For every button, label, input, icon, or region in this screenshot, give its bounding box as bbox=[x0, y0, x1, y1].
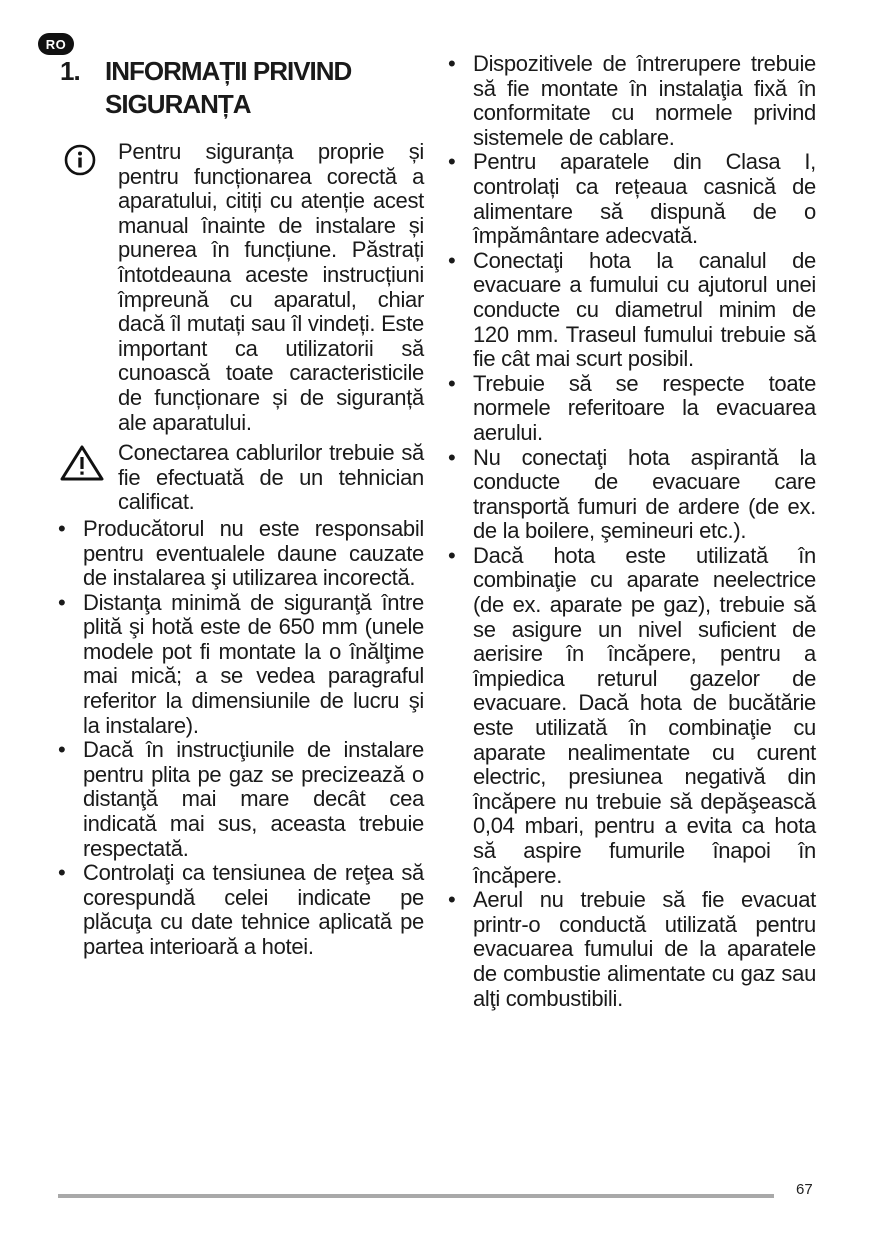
list-item: • Controlaţi ca tensiunea de reţea să corespundă celei indicate pe plăcuţa cu date tehnice aplicată pe partea interioară a hotei. bbox=[58, 861, 424, 959]
section-number: 1. bbox=[60, 56, 80, 86]
list-item: • Dacă în instrucţiunile de instalare pentru plita pe gaz se precizează o distanţă mai mare decât cea indicată mai sus, aceasta trebuie respectată. bbox=[58, 738, 424, 861]
footer-rule bbox=[58, 1194, 774, 1198]
page-number: 67 bbox=[796, 1181, 813, 1198]
left-bullet-list bbox=[58, 517, 424, 960]
list-item: • Pentru aparatele din Clasa I, controlați ca rețeaua casnică de alimentare să dispună de o împământare adecvată. bbox=[448, 150, 816, 248]
section-heading bbox=[60, 55, 420, 121]
list-item: • Distanţa minimă de siguranţă între plită şi hotă este de 650 mm (unele modele pot fi montate la o înălţime mai mică; a se vedea paragraful referitor la dimensiunile de lucru şi la instalare). bbox=[58, 591, 424, 739]
list-item: • Conectaţi hota la canalul de evacuare a fumului cu ajutorul unei conducte cu diametrul minim de 120 mm. Traseul fumului trebuie să fie cât mai scurt posibil. bbox=[448, 249, 816, 372]
list-item: • Dacă hota este utilizată în combinaţie cu aparate neelectrice (de ex. aparate pe gaz), trebuie să se asigure un nivel suficient de aerisire în încăpere, pentru a împiedica returul gazelor de evacuare. Dacă hota de bucătărie este utilizată în combinaţie cu aparate nealimentate cu curent electric, presiunea negativă din încăpere nu trebuie să depăşească 0,04 mbari, pentru a evita ca hota să aspire fumurile înapoi în încăpere. bbox=[448, 544, 816, 888]
list-item: • Producătorul nu este responsabil pentru eventualele daune cauzate de instalarea şi utilizarea incorectă. bbox=[58, 517, 424, 591]
info-note-text: Pentru siguranța proprie și pentru funcționarea corectă a aparatului, citiți cu atenție acest manual înainte de instalare și punerea în funcțiune. Păstrați întotdeauna aceste instrucțiuni împreună cu aparatul, chiar dacă îl mutați sau îl vindeți. Este important ca utilizatorii să cunoască toate caracteristicile de funcționare și de siguranță ale aparatului. bbox=[118, 139, 424, 435]
right-bullet-list bbox=[448, 52, 816, 1011]
warning-icon bbox=[60, 443, 104, 483]
info-note bbox=[58, 140, 424, 435]
language-badge: RO bbox=[38, 33, 74, 55]
warning-note bbox=[58, 441, 424, 515]
section-title: INFORMAȚII PRIVIND SIGURANȚA bbox=[105, 56, 352, 119]
info-icon bbox=[60, 142, 104, 182]
list-item: • Aerul nu trebuie să fie evacuat printr-o conductă utilizată pentru evacuarea fumului de la aparatele de combustie alimentate cu gaz sau alţi combustibili. bbox=[448, 888, 816, 1011]
warning-note-text: Conectarea cablurilor trebuie să fie efectuată de un tehnician calificat. bbox=[118, 440, 424, 515]
list-item: • Dispozitivele de întrerupere trebuie să fie montate în instalaţia fixă în conformitate cu normele privind sistemele de cablare. bbox=[448, 52, 816, 150]
left-column bbox=[58, 140, 424, 960]
list-item: • Trebuie să se respecte toate normele referitoare la evacuarea aerului. bbox=[448, 372, 816, 446]
right-column bbox=[448, 52, 816, 1011]
list-item: • Nu conectaţi hota aspirantă la conducte de evacuare care transportă fumuri de ardere (de ex. de la boilere, şemineuri etc.). bbox=[448, 446, 816, 544]
